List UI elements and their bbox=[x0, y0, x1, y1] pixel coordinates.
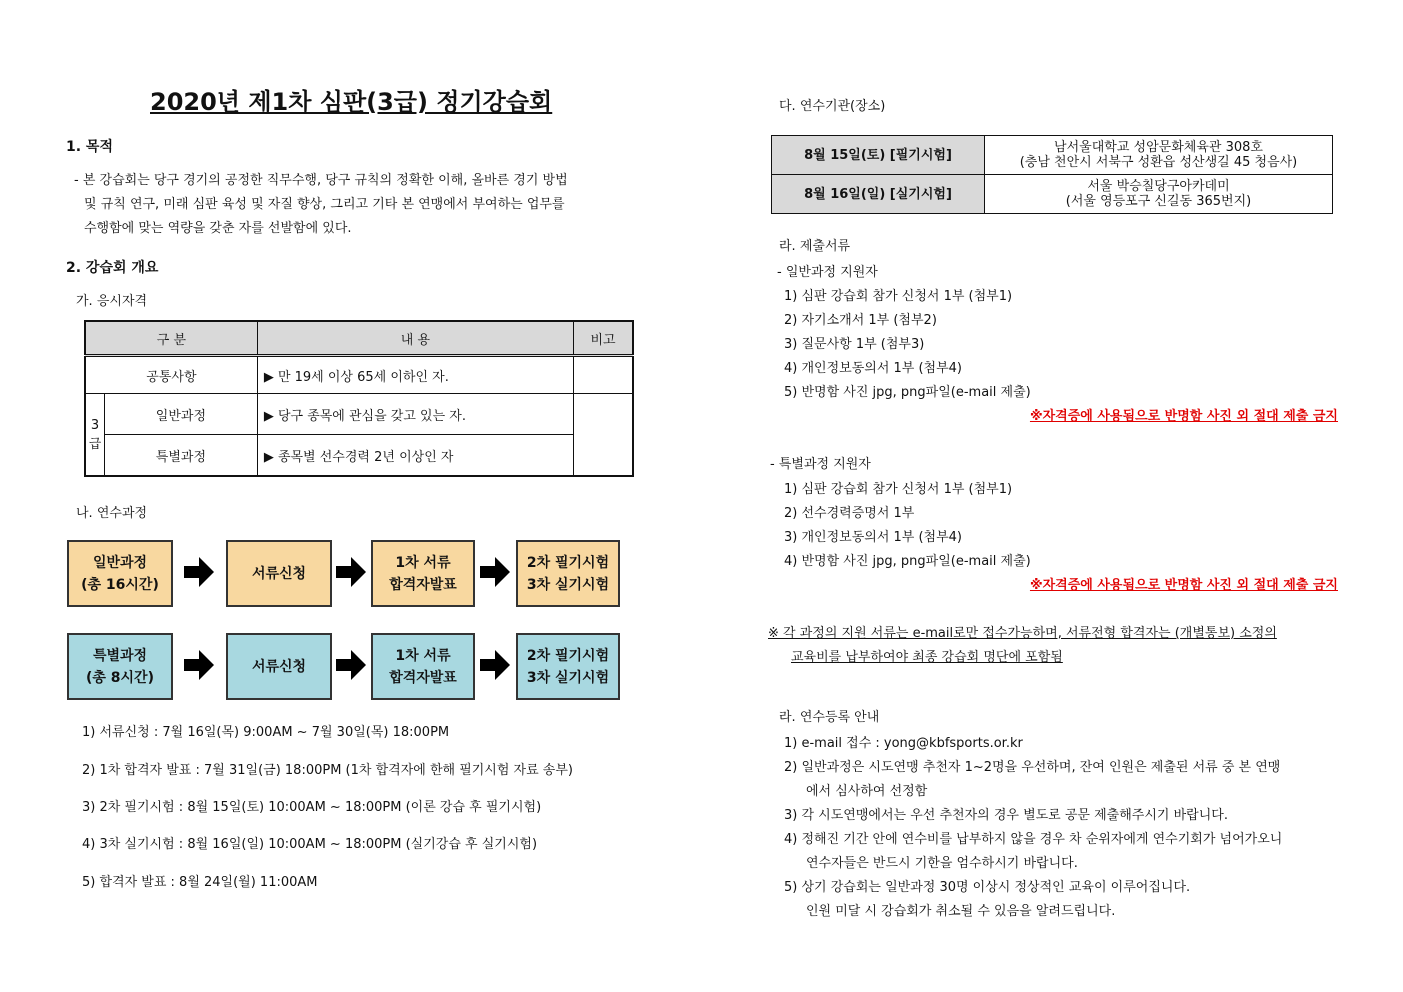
schedule-item: 3) 2차 필기시험 : 8월 15일(토) 10:00AM ~ 18:00PM (이론 강습 후 필기시험) bbox=[82, 800, 542, 815]
document-item: 1) 심판 강습회 참가 신청서 1부 (첨부1) bbox=[784, 289, 1013, 304]
row-label-special: 특별과정 bbox=[105, 435, 258, 477]
document-item: 3) 개인정보동의서 1부 (첨부4) bbox=[784, 530, 963, 545]
document-item: 4) 개인정보동의서 1부 (첨부4) bbox=[784, 361, 963, 376]
venue-location bbox=[985, 175, 1333, 214]
venue-date-label: 8월 16일(일) [실기시험] bbox=[772, 175, 985, 214]
flow-label: 일반과정 bbox=[92, 554, 148, 571]
row-content-special: ▶ 종목별 선수경력 2년 이상인 자 bbox=[257, 435, 573, 477]
table-header: 구 분 bbox=[85, 321, 257, 356]
flow-label: 합격자발표 bbox=[389, 669, 457, 686]
flow-label: 서류신청 bbox=[251, 658, 307, 675]
flow-label: 1차 서류 bbox=[395, 554, 451, 571]
registration-item: 연수자들은 반드시 기한을 엄수하시기 바랍니다. bbox=[806, 856, 1078, 871]
flow-label: (총 8시간) bbox=[86, 669, 154, 686]
flow-box-general-course bbox=[67, 540, 173, 607]
flow-label: 3차 실기시험 bbox=[526, 669, 610, 686]
schedule-item: 1) 서류신청 : 7월 16일(목) 9:00AM ~ 7월 30일(목) 18:00PM bbox=[82, 725, 450, 740]
registration-item: 인원 미달 시 강습회가 취소될 수 있음을 알려드립니다. bbox=[806, 904, 1116, 919]
flow-box-exams bbox=[516, 633, 620, 700]
schedule-item: 2) 1차 합격자 발표 : 7월 31일(금) 18:00PM (1차 합격자에 한해 필기시험 자료 송부) bbox=[82, 763, 573, 778]
document-item: 4) 반명함 사진 jpg, png파일(e-mail 제출) bbox=[784, 554, 1031, 569]
row-label-grade: 3급 bbox=[85, 394, 105, 477]
photo-warning: ※자격증에 사용됨으로 반명함 사진 외 절대 제출 금지 bbox=[1029, 409, 1338, 424]
row-content-common: ▶ 만 19세 이상 65세 이하인 자. bbox=[257, 356, 573, 394]
row-note bbox=[574, 356, 634, 394]
flow-box-application bbox=[226, 633, 332, 700]
right-arrow-icon bbox=[184, 557, 214, 587]
row-note bbox=[574, 394, 634, 477]
flow-label: 합격자발표 bbox=[389, 576, 457, 593]
flow-label: 2차 필기시험 bbox=[526, 554, 610, 571]
purpose-line: 수행함에 맞는 역량을 갖춘 자를 선발함에 있다. bbox=[84, 221, 352, 236]
flow-box-application bbox=[226, 540, 332, 607]
row-label-common: 공통사항 bbox=[85, 356, 257, 394]
special-applicant-heading: - 특별과정 지원자 bbox=[770, 457, 871, 472]
page-title: 2020년 제1차 심판(3급) 정기강습회 bbox=[150, 88, 553, 116]
right-arrow-icon bbox=[336, 557, 366, 587]
purpose-line: 및 규칙 연구, 미래 심판 육성 및 자질 향상, 그리고 기타 본 연맹에서 부여하는 업무를 bbox=[84, 197, 565, 212]
document-item: 1) 심판 강습회 참가 신청서 1부 (첨부1) bbox=[784, 482, 1013, 497]
document-item: 5) 반명함 사진 jpg, png파일(e-mail 제출) bbox=[784, 385, 1031, 400]
flow-label: (총 16시간) bbox=[81, 576, 159, 593]
row-label-general: 일반과정 bbox=[105, 394, 258, 435]
document-item: 2) 선수경력증명서 1부 bbox=[784, 506, 915, 521]
subheading-registration: 라. 연수등록 안내 bbox=[779, 710, 880, 725]
right-arrow-icon bbox=[184, 650, 214, 680]
subheading-eligibility: 가. 응시자격 bbox=[76, 294, 148, 309]
registration-item: 에서 심사하여 선정함 bbox=[806, 784, 928, 799]
right-arrow-icon bbox=[480, 557, 510, 587]
row-content-general: ▶ 당구 종목에 관심을 갖고 있는 자. bbox=[257, 394, 573, 435]
flow-label: 2차 필기시험 bbox=[526, 647, 610, 664]
venue-address: (서울 영등포구 신길동 365번지) bbox=[1065, 194, 1252, 209]
photo-warning: ※자격증에 사용됨으로 반명함 사진 외 절대 제출 금지 bbox=[1029, 578, 1338, 593]
document-item: 2) 자기소개서 1부 (첨부2) bbox=[784, 313, 937, 328]
right-arrow-icon bbox=[336, 650, 366, 680]
section-heading-overview: 2. 강습회 개요 bbox=[66, 260, 159, 276]
subheading-course-flow: 나. 연수과정 bbox=[76, 506, 148, 521]
venue-date-label: 8월 15일(토) [필기시험] bbox=[772, 136, 985, 175]
subheading-venue: 다. 연수기관(장소) bbox=[779, 99, 886, 114]
submission-notice: 교육비를 납부하여야 최종 강습회 명단에 포함됨 bbox=[791, 650, 1063, 665]
flow-box-exams bbox=[516, 540, 620, 607]
venue-address: (충남 천안시 서북구 성환읍 성산생길 45 청음사) bbox=[1019, 155, 1298, 170]
table-header: 비고 bbox=[574, 321, 634, 356]
venue-name: 서울 박승칠당구아카데미 bbox=[1087, 179, 1230, 194]
table-header: 내 용 bbox=[257, 321, 573, 356]
general-applicant-heading: - 일반과정 지원자 bbox=[777, 265, 878, 280]
schedule-item: 4) 3차 실기시험 : 8월 16일(일) 10:00AM ~ 18:00PM (실기강습 후 실기시험) bbox=[82, 837, 538, 852]
flow-label: 1차 서류 bbox=[395, 647, 451, 664]
right-arrow-icon bbox=[480, 650, 510, 680]
registration-item: 3) 각 시도연맹에서는 우선 추천자의 경우 별도로 공문 제출해주시기 바랍니다. bbox=[784, 808, 1228, 823]
registration-item: 5) 상기 강습회는 일반과정 30명 이상시 정상적인 교육이 이루어집니다. bbox=[784, 880, 1191, 895]
flow-box-first-result bbox=[371, 633, 475, 700]
registration-item: 2) 일반과정은 시도연맹 추천자 1~2명을 우선하며, 잔여 인원은 제출된 서류 중 본 연맹 bbox=[784, 760, 1281, 775]
registration-item: 1) e-mail 접수 : yong@kbfsports.or.kr bbox=[784, 736, 1023, 751]
venue-name: 남서울대학교 성암문화체육관 308호 bbox=[1054, 140, 1263, 155]
flow-label: 서류신청 bbox=[251, 565, 307, 582]
submission-notice: ※ 각 과정의 지원 서류는 e-mail로만 접수가능하며, 서류전형 합격자는 (개별통보) 소정의 bbox=[768, 626, 1277, 641]
document-item: 3) 질문사항 1부 (첨부3) bbox=[784, 337, 925, 352]
flow-label: 특별과정 bbox=[92, 647, 148, 664]
venue-location bbox=[985, 136, 1333, 175]
section-heading-purpose: 1. 목적 bbox=[66, 139, 113, 155]
subheading-documents: 라. 제출서류 bbox=[779, 239, 851, 254]
flow-label: 3차 실기시험 bbox=[526, 576, 610, 593]
eligibility-table bbox=[84, 320, 634, 477]
schedule-item: 5) 합격자 발표 : 8월 24일(월) 11:00AM bbox=[82, 875, 318, 890]
venue-table bbox=[771, 135, 1333, 214]
registration-item: 4) 정해진 기간 안에 연수비를 납부하지 않을 경우 차 순위자에게 연수기회가 넘어가오니 bbox=[784, 832, 1283, 847]
flow-box-special-course bbox=[67, 633, 173, 700]
purpose-line: - 본 강습회는 당구 경기의 공정한 직무수행, 당구 규칙의 정확한 이해, 올바른 경기 방법 bbox=[74, 173, 568, 188]
flow-box-first-result bbox=[371, 540, 475, 607]
